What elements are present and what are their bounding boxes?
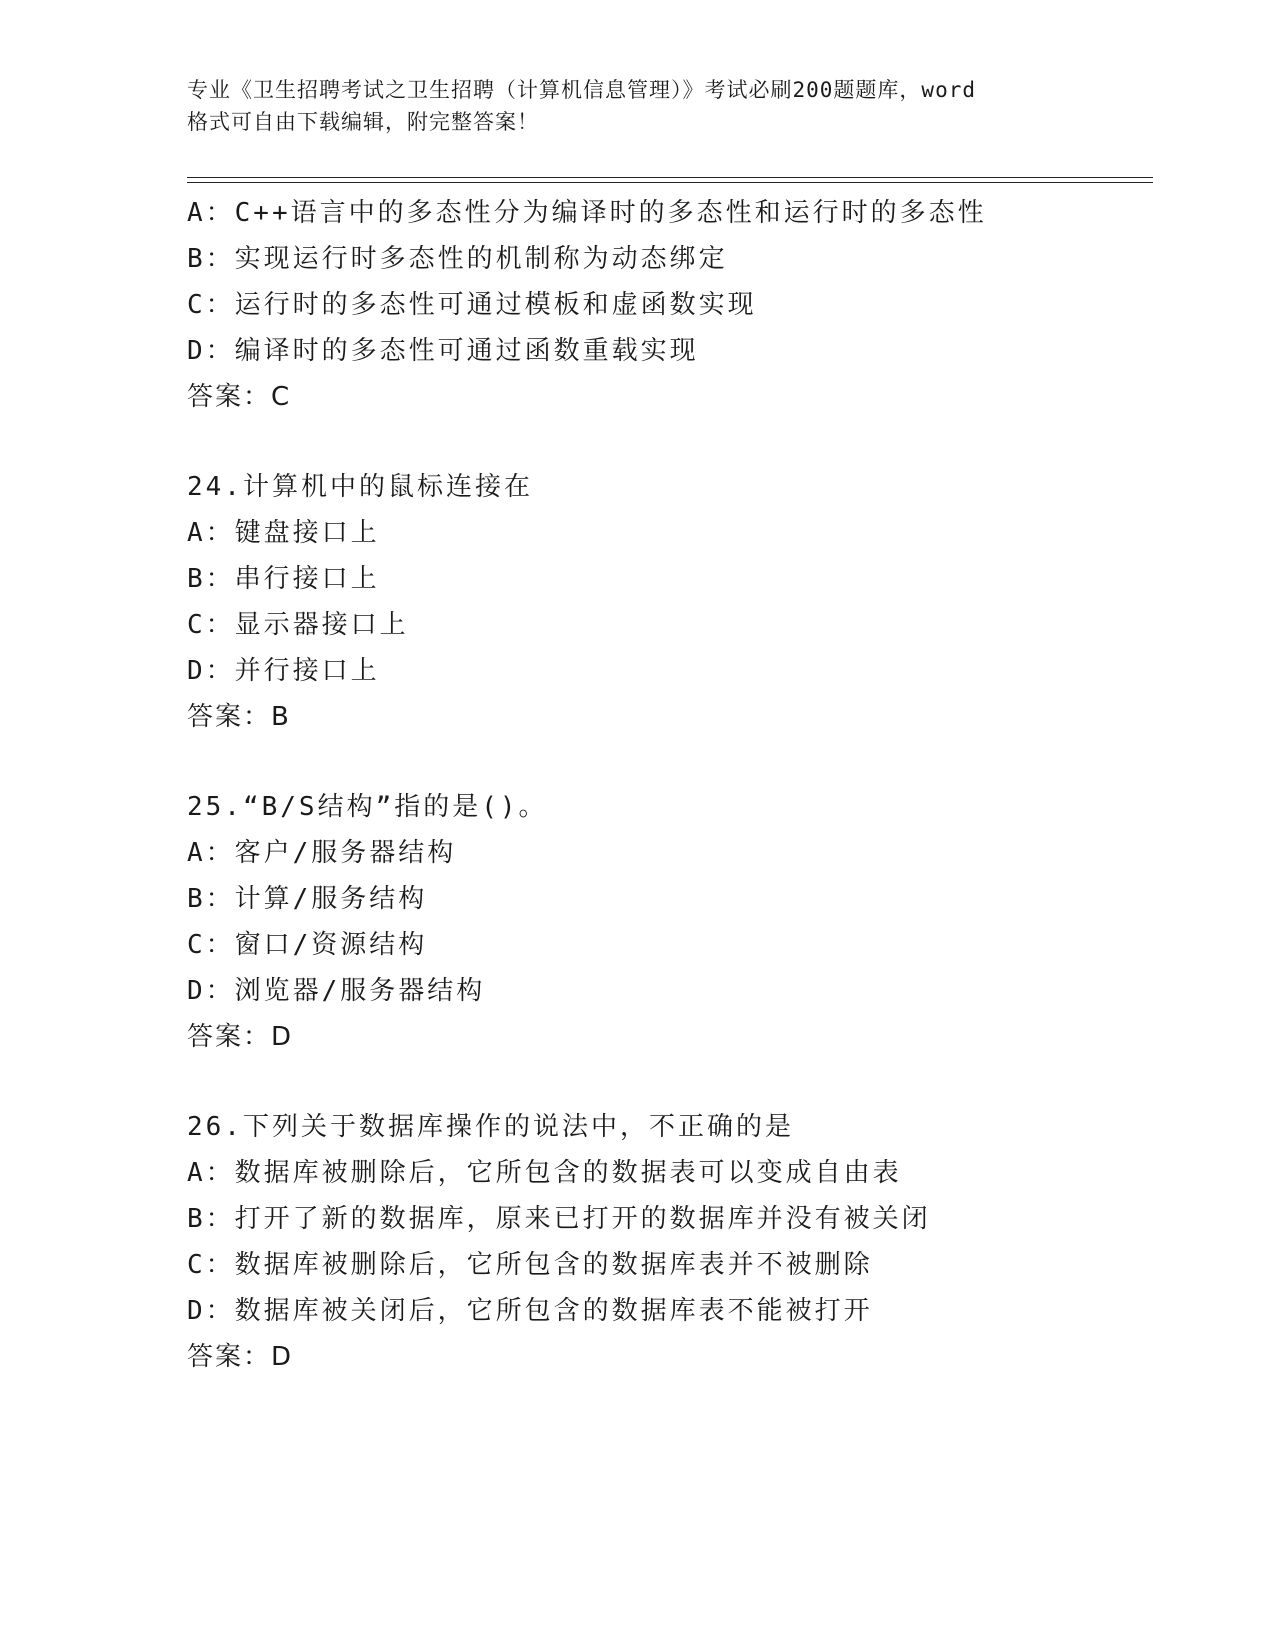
option-a: A：C++语言中的多态性分为编译时的多态性和运行时的多态性 (187, 198, 987, 228)
option-c: C：显示器接口上 (187, 610, 409, 640)
header-line-2: 格式可自由下载编辑，附完整答案！ (187, 110, 539, 134)
option-c: C：运行时的多态性可通过模板和虚函数实现 (187, 290, 757, 320)
answer: 答案：D (187, 1342, 294, 1372)
question-26 (187, 1104, 1153, 1380)
option-a: A：客户/服务器结构 (187, 838, 457, 868)
question-24 (187, 464, 1153, 740)
option-d: D：数据库被关闭后，它所包含的数据库表不能被打开 (187, 1296, 873, 1326)
option-d: D：浏览器/服务器结构 (187, 976, 486, 1006)
question-25 (187, 784, 1153, 1060)
question-text: 26.下列关于数据库操作的说法中，不正确的是 (187, 1112, 794, 1142)
header-line-1: 专业《卫生招聘考试之卫生招聘（计算机信息管理）》考试必刷200题题库，word (187, 78, 976, 102)
question-23 (187, 190, 1153, 420)
option-d: D：编译时的多态性可通过函数重载实现 (187, 336, 699, 366)
header-divider-top (187, 177, 1153, 178)
option-c: C：窗口/资源结构 (187, 930, 428, 960)
document-header (187, 74, 1087, 138)
option-d: D：并行接口上 (187, 656, 380, 686)
option-b: B：串行接口上 (187, 564, 380, 594)
option-b: B：计算/服务结构 (187, 884, 428, 914)
answer: 答案：D (187, 1022, 294, 1052)
option-c: C：数据库被删除后，它所包含的数据库表并不被删除 (187, 1250, 873, 1280)
answer: 答案：B (187, 702, 291, 732)
option-b: B：实现运行时多态性的机制称为动态绑定 (187, 244, 728, 274)
question-text: 25.“B/S结构”指的是()。 (187, 792, 548, 822)
answer: 答案：C (187, 382, 292, 412)
question-text: 24.计算机中的鼠标连接在 (187, 472, 533, 502)
option-a: A：数据库被删除后，它所包含的数据表可以变成自由表 (187, 1158, 902, 1188)
question-list (187, 190, 1153, 1380)
header-divider-bottom (187, 182, 1153, 183)
option-b: B：打开了新的数据库，原来已打开的数据库并没有被关闭 (187, 1204, 931, 1234)
option-a: A：键盘接口上 (187, 518, 380, 548)
